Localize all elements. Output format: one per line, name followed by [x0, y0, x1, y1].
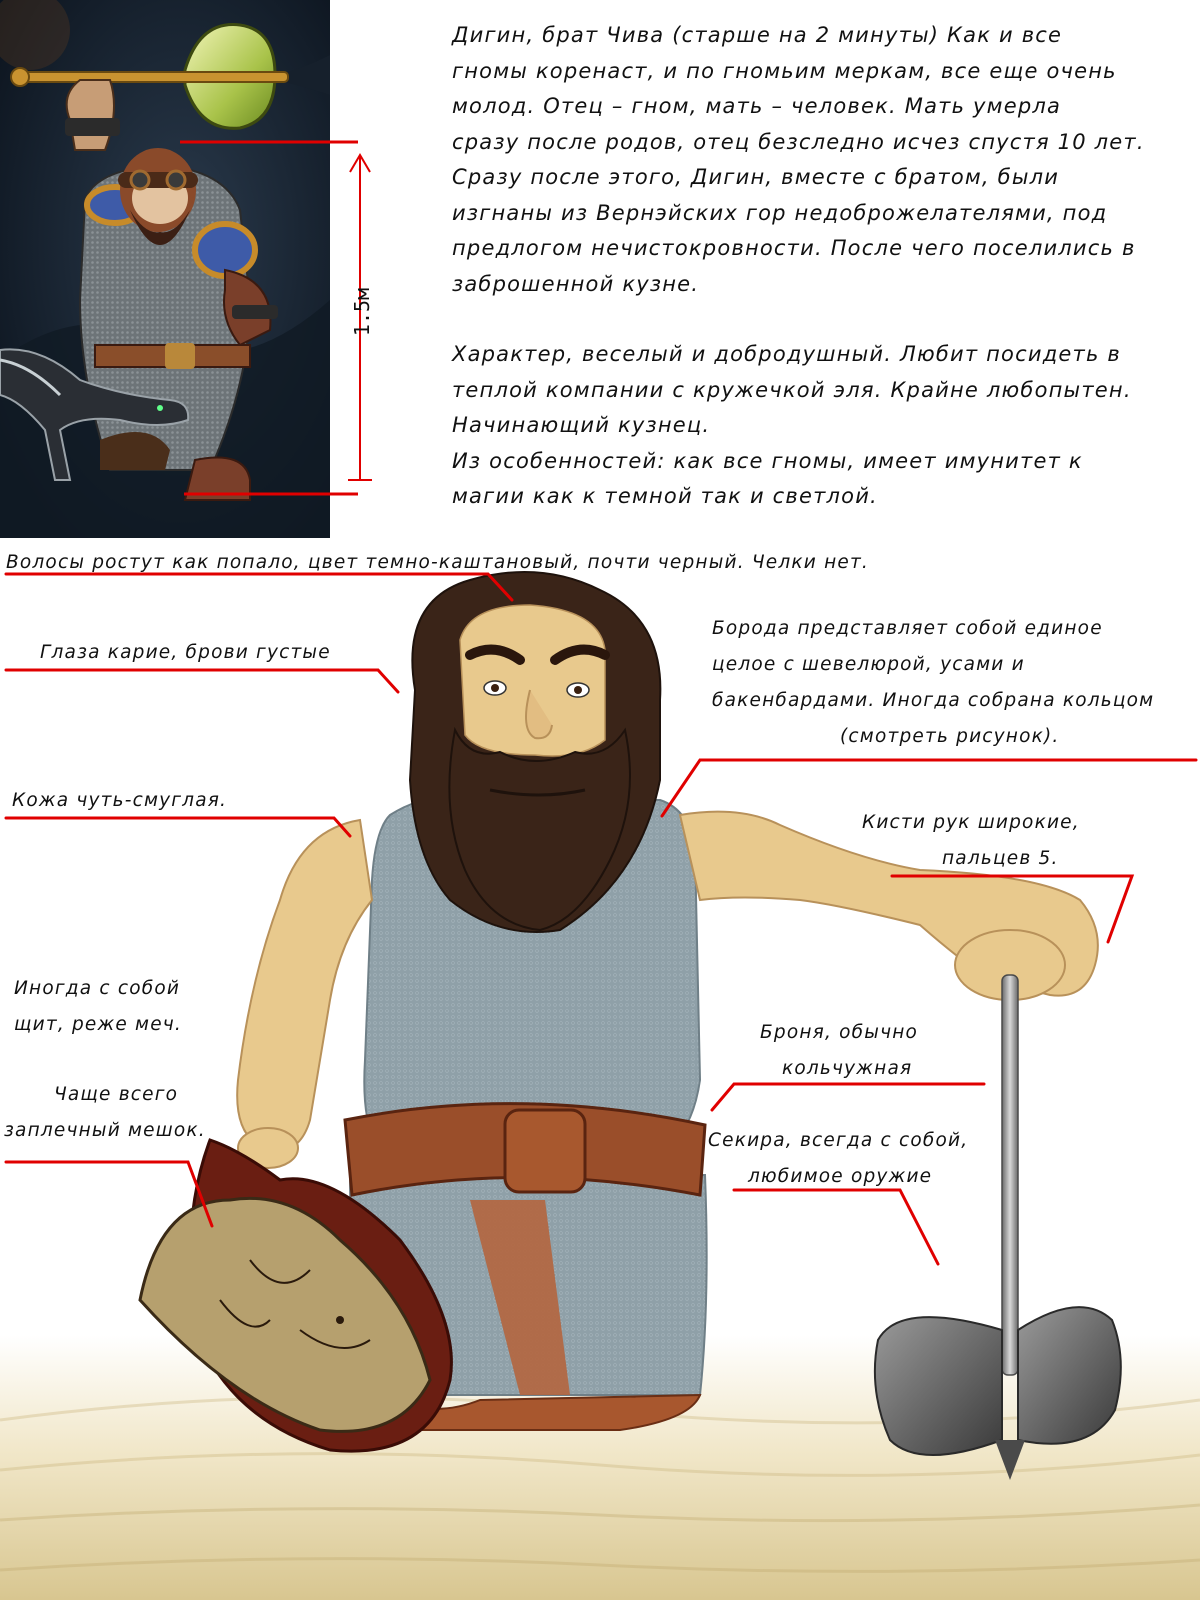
note-beard-line4: (смотреть рисунок). [840, 726, 1060, 747]
note-hair: Волосы ростут как попало, цвет темно-каштановый, почти черный. Челки нет. [6, 552, 870, 573]
note-hands-line2: пальцев 5. [942, 848, 1059, 869]
note-beard-line2: целое с шевелюрой, усами и [712, 654, 1025, 675]
bio-paragraph-origin: Дигин, брат Чива (старше на 2 минуты) Как и все гномы коренаст, и по гномьим меркам, все еще очень молод. Отец – гном, мать – человек. Мать умерла сразу после родов, отец безследно исчез спустя 10 лет. Сразу после этого, Дигин, вместе с братом, были изгнаны из Вернэйских гор недоброжелателями, под предлогом нечистокровности. После чего поселились в заброшенной кузне. [452, 23, 1145, 296]
note-eyes: Глаза карие, брови густые [40, 642, 331, 663]
note-beard-line1: Борода представляет собой единое [712, 618, 1103, 639]
note-skin: Кожа чуть-смуглая. [12, 790, 228, 811]
note-axe-line1: Секира, всегда с собой, [708, 1130, 969, 1151]
note-shield-line1: Иногда с собой [14, 978, 181, 999]
note-axe-line2: любимое оружие [748, 1166, 933, 1187]
height-scale-label: 1.5м [350, 287, 375, 337]
concept-art-panel [0, 0, 330, 538]
note-bag-line1: Чаще всего [54, 1084, 179, 1105]
note-armor-line2: кольчужная [782, 1058, 913, 1079]
character-biography [452, 18, 1152, 515]
note-bag-line2: заплечный мешок. [4, 1120, 206, 1141]
note-hands-line1: Кисти рук широкие, [862, 812, 1080, 833]
note-armor-line1: Броня, обычно [760, 1022, 919, 1043]
note-beard-line3: бакенбардами. Иногда собрана кольцом [712, 690, 1155, 711]
bio-paragraph-character: Характер, веселый и добродушный. Любит посидеть в теплой компании с кружечкой эля. Крайне любопытен. Начинающий кузнец. Из особенностей: как все гномы, имеет имунитет к магии как к темной так и светлой. [452, 342, 1132, 508]
note-shield-line2: щит, реже меч. [14, 1014, 182, 1035]
